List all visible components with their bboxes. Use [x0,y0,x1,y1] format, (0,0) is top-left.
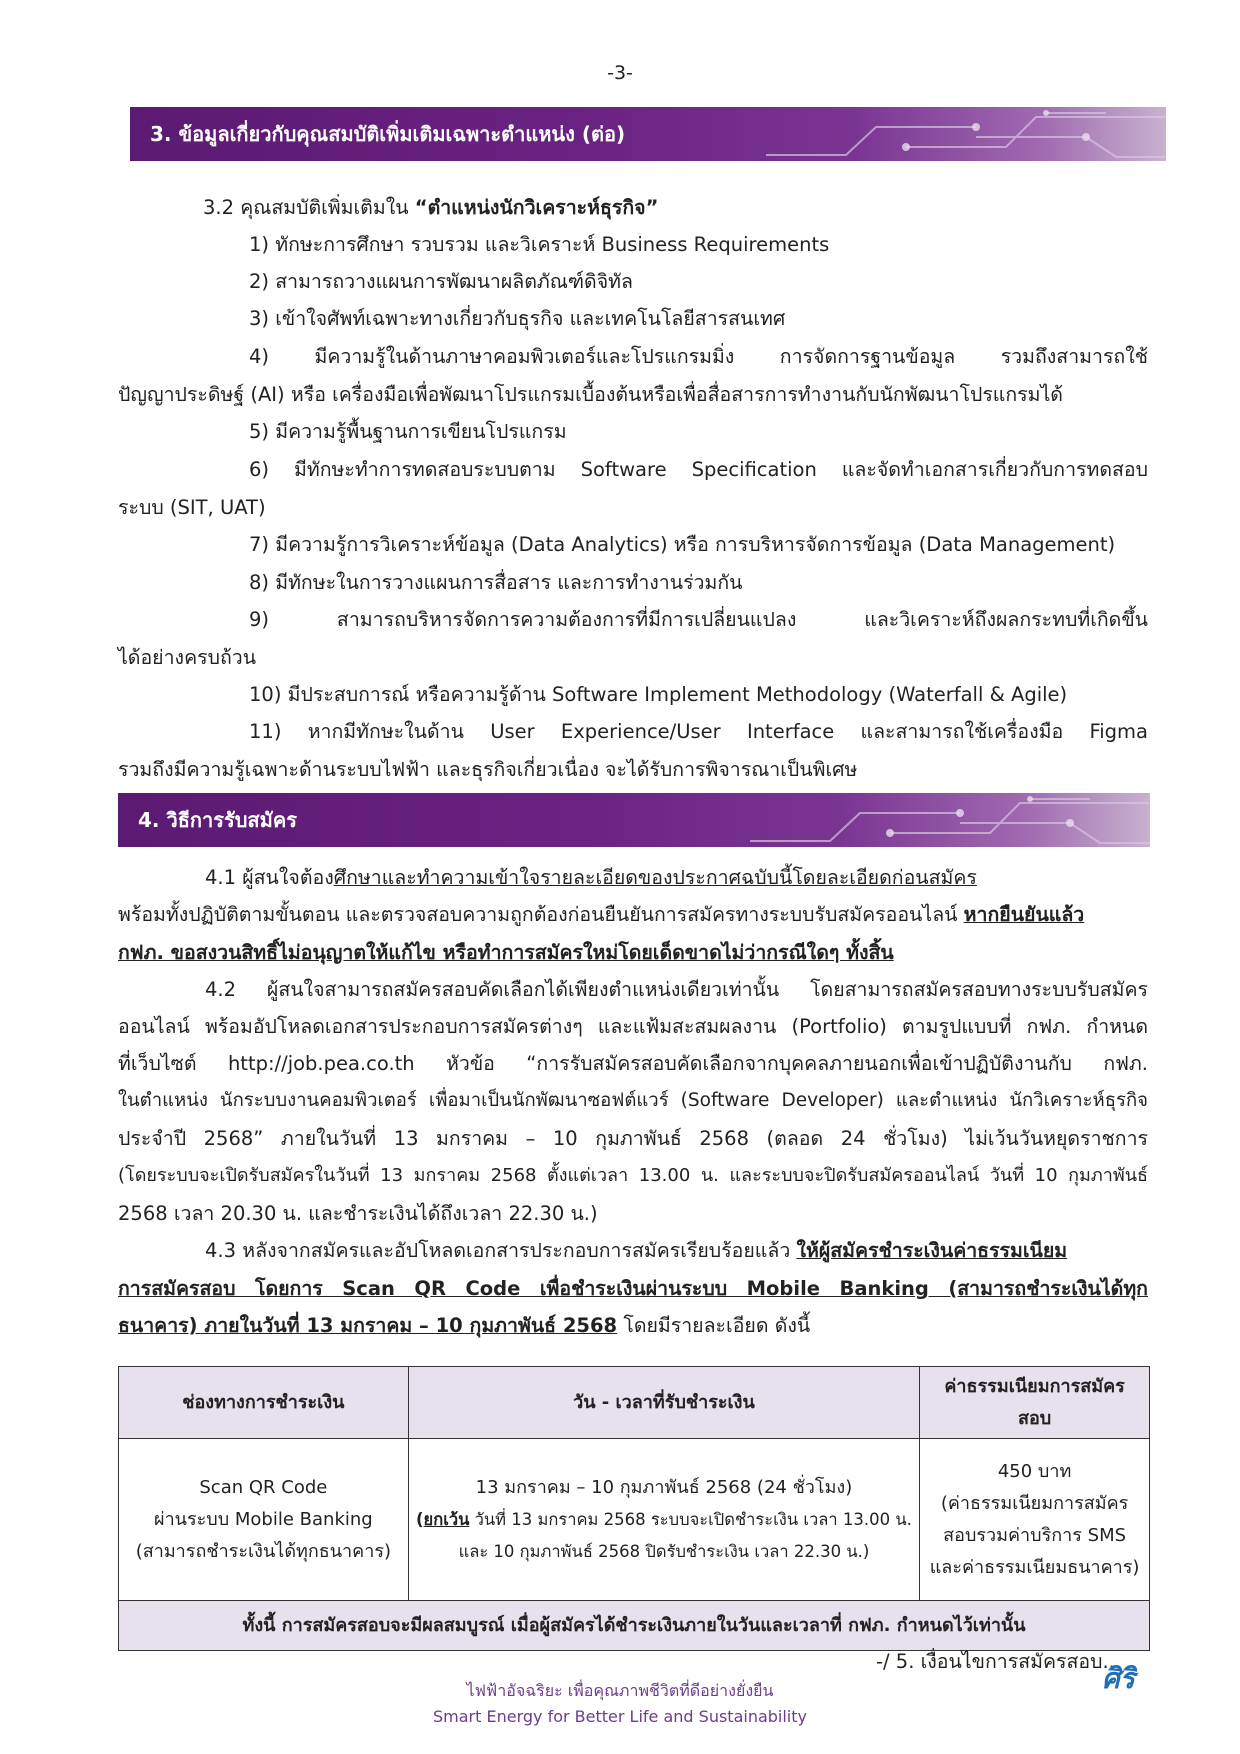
page-number: -3- [607,62,633,84]
cell-period [408,1439,919,1601]
circuit-decoration-icon [646,107,1166,161]
slogan-english: Smart Energy for Better Life and Sustainability [433,1707,807,1726]
qualification-item: 10) มีประสบการณ์ หรือความรู้ด้าน Software Implement Methodology (Waterfall & Agile) [249,683,1068,706]
emphasis-text: หากยืนยันแล้ว [963,903,1085,926]
cell-line: (สามารถชำระเงินได้ทุกธนาคาร) [135,1540,392,1562]
qualification-item-continued: รวมถึงมีความรู้เฉพาะด้านระบบไฟฟ้า และธุรกิจเกี่ยวเนื่อง จะได้รับการพิจารณาเป็นพิเศษ [118,758,858,781]
qualification-item: 3) เข้าใจศัพท์เฉพาะทางเกี่ยวกับธุรกิจ และเทคโนโลยีสารสนเทศ [249,307,786,330]
paragraph-4-3-line-2: การสมัครสอบ โดยการ Scan QR Code เพื่อชำระเงินผ่านระบบ Mobile Banking (สามารถชำระเงินได้ทุก [118,1277,1148,1300]
qualification-item: 11) หากมีทักษะในด้าน User Experience/User Interface และสามารถใช้เครื่องมือ Figma [249,720,1148,743]
cell-line [409,1504,919,1536]
section-3-header [130,107,1166,161]
signature-logo-icon [1098,1652,1150,1696]
circuit-decoration-icon [630,793,1150,847]
qualification-item-continued: ปัญญาประดิษฐ์ (AI) หรือ เครื่องมือเพื่อพัฒนาโปรแกรมเบื้องต้นหรือเพื่อสื่อสารการทำงานกับนักพัฒนาโปรแกรมได้ [118,383,1063,406]
qualification-item-continued: ได้อย่างครบถ้วน [118,646,257,669]
table-header-row [119,1367,1150,1439]
section-4-header [118,793,1150,847]
paragraph-4-2-line: ประจำปี 2568” ภายในวันที่ 13 มกราคม – 10 กุมภาพันธ์ 2568 (ตลอด 24 ชั่วโมง) ไม่เว้นวันหยุดราชการ [118,1127,1148,1150]
cell-line: และ 10 กุมภาพันธ์ 2568 ปิดรับชำระเงิน เวลา 22.30 น.) [458,1541,870,1561]
cell-line: 13 มกราคม – 10 กุมภาพันธ์ 2568 (24 ชั่วโมง) [475,1476,853,1498]
cell-line: Scan QR Code [199,1476,328,1498]
qualification-item: 6) มีทักษะทำการทดสอบระบบตาม Software Specification และจัดทำเอกสารเกี่ยวกับการทดสอบ [249,458,1148,481]
qualification-subheading [203,193,658,223]
paragraph-4-1-line-1 [205,863,1148,893]
header-period: วัน - เวลาที่รับชำระเงิน [408,1367,919,1439]
emphasis-text: ธนาคาร) ภายในวันที่ 13 มกราคม – 10 กุมภาพันธ์ 2568 [118,1314,618,1337]
header-fee-line: สอบ [1017,1407,1052,1429]
qualification-item: 2) สามารถวางแผนการพัฒนาผลิตภัณฑ์ดิจิทัล [249,270,633,293]
paragraph-4-2-line: ในตำแหน่ง นักระบบงานคอมพิวเตอร์ เพื่อมาเป็นนักพัฒนาซอฟต์แวร์ (Software Developer) และตำแหน่ง นักวิเคราะห์ธุรกิจ [118,1090,1148,1111]
qualification-item: 5) มีความรู้พื้นฐานการเขียนโปรแกรม [249,420,567,443]
text-span: โดยมีรายละเอียด ดังนี้ [617,1314,811,1337]
cell-line: 450 บาท [997,1460,1072,1482]
table-footer-note: ทั้งนี้ การสมัครสอบจะมีผลสมบูรณ์ เมื่อผู้สมัครได้ชำระเงินภายในวันและเวลาที่ กฟภ. กำหนดไว้เท่านั้น [119,1601,1150,1651]
slogan-thai: ไฟฟ้าอัจฉริยะ เพื่อคุณภาพชีวิตที่ดีอย่างยั่งยืน [466,1681,774,1700]
header-fee [920,1367,1150,1439]
text-span: ( [415,1509,424,1529]
subheading-position: “ตำแหน่งนักวิเคราะห์ธุรกิจ” [414,196,659,219]
cell-line: ผ่านระบบ Mobile Banking [154,1508,373,1530]
emphasis-text: ให้ผู้สมัครชำระเงินค่าธรรมเนียม [796,1239,1068,1262]
header-fee-line: ค่าธรรมเนียมการสมัคร [944,1375,1125,1397]
qualification-item: 4) มีความรู้ในด้านภาษาคอมพิวเตอร์และโปรแกรมมิ่ง การจัดการฐานข้อมูล รวมถึงสามารถใช้ [249,345,1148,368]
paragraph-4-3-line-1 [205,1236,1148,1266]
paragraph-4-2-line: ที่เว็บไซต์ http://job.pea.co.th หัวข้อ “การรับสมัครสอบคัดเลือกจากบุคคลภายนอกเพื่อเข้าปฏิบัติงานกับ กฟภ. [118,1052,1148,1075]
qualification-item: 8) มีทักษะในการวางแผนการสื่อสาร และการทำงานร่วมกัน [249,571,743,594]
paragraph-4-3-line-3 [118,1311,810,1341]
paragraph-4-2-line: 2568 เวลา 20.30 น. และชำระเงินได้ถึงเวลา 22.30 น.) [118,1202,598,1225]
paragraph-4-2-line: (โดยระบบจะเปิดรับสมัครในวันที่ 13 มกราคม 2568 ตั้งแต่เวลา 13.00 น. และระบบจะปิดรับสมัครออนไลน์ วันที่ 10 กุมภาพันธ์ [118,1165,1148,1186]
qualification-item: 1) ทักษะการศึกษา รวบรวม และวิเคราะห์ Business Requirements [249,233,830,256]
cell-line: และค่าธรรมเนียมธนาคาร) [929,1556,1140,1578]
subheading-prefix: 3.2 คุณสมบัติเพิ่มเติมใน [203,196,415,219]
header-channel: ช่องทางการชำระเงิน [119,1367,409,1439]
paragraph-4-2-line: 4.2 ผู้สนใจสามารถสมัครสอบคัดเลือกได้เพียงตำแหน่งเดียวเท่านั้น โดยสามารถสมัครสอบทางระบบรับสมัคร [205,978,1148,1001]
cell-line: (ค่าธรรมเนียมการสมัคร [940,1492,1129,1514]
exception-label: ยกเว้น [423,1509,470,1529]
table-row [119,1439,1150,1601]
cell-fee [920,1439,1150,1601]
qualification-item-continued: ระบบ (SIT, UAT) [118,496,266,519]
qualification-item: 7) มีความรู้การวิเคราะห์ข้อมูล (Data Analytics) หรือ การบริหารจัดการข้อมูล (Data Management) [249,533,1116,556]
text-span: 4.1 ผู้สนใจต้อง [205,866,334,889]
payment-fee-table [118,1366,1150,1651]
svg-text:ศิริ: ศิริ [1102,1662,1135,1695]
cell-channel [119,1439,409,1601]
qualification-item: 9) สามารถบริหารจัดการความต้องการที่มีการเปลี่ยนแปลง และวิเคราะห์ถึงผลกระทบที่เกิดขึ้น [249,608,1148,631]
paragraph-4-1-line-2 [118,900,1084,930]
text-span: พร้อมทั้งปฏิบัติตามขั้นตอน และตรวจสอบความถูกต้องก่อนยืนยันการสมัครทางระบบรับสมัครออนไลน์ [118,903,964,926]
underlined-text: ศึกษาและทำความเข้าใจรายละเอียดของประกาศฉบับนี้โดยละเอียดก่อนสมัคร [333,866,977,889]
cell-line: สอบรวมค่าบริการ SMS [943,1524,1127,1546]
section-3-title: 3. ข้อมูลเกี่ยวกับคุณสมบัติเพิ่มเติมเฉพาะตำแหน่ง (ต่อ) [150,122,626,146]
table-footer-row [119,1601,1150,1651]
next-page-reference: -/ 5. เงื่อนไขการสมัครสอบ... [876,1650,1122,1673]
footer-slogan [0,1678,1240,1730]
text-span: 4.3 หลังจากสมัครและอัปโหลดเอกสารประกอบการสมัครเรียบร้อยแล้ว [205,1239,797,1262]
text-span: วันที่ 13 มกราคม 2568 ระบบจะเปิดชำระเงิน เวลา 13.00 น. [469,1509,912,1529]
paragraph-4-1-line-3: กฟภ. ขอสงวนสิทธิ์ไม่อนุญาตให้แก้ไข หรือทำการสมัครใหม่โดยเด็ดขาดไม่ว่ากรณีใดๆ ทั้งสิ้น [118,941,894,964]
section-4-title: 4. วิธีการรับสมัคร [138,808,297,832]
paragraph-4-2-line: ออนไลน์ พร้อมอัปโหลดเอกสารประกอบการสมัครต่างๆ และแฟ้มสะสมผลงาน (Portfolio) ตามรูปแบบที่ กฟภ. กำหนด [118,1015,1148,1038]
